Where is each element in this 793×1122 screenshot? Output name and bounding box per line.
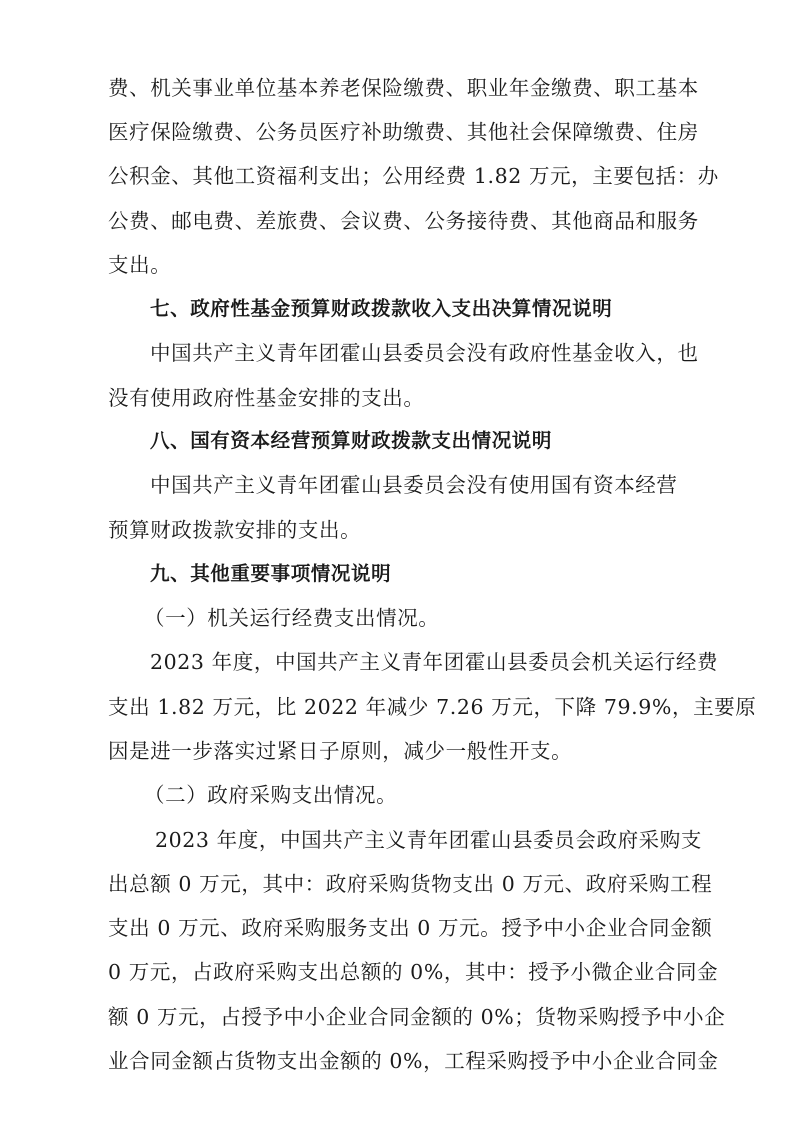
body-text-line: 支出 1.82 万元，比 2022 年减少 7.26 万元，下降 79.9%，主要原 bbox=[108, 695, 757, 719]
body-text-line: 支出。 bbox=[108, 253, 172, 277]
body-text-line: 中国共产主义青年团霍山县委员会没有使用国有资本经营 bbox=[150, 473, 678, 497]
section-heading: 九、其他重要事项情况说明 bbox=[150, 562, 392, 585]
body-text-line: 中国共产主义青年团霍山县委员会没有政府性基金收入，也 bbox=[150, 341, 699, 365]
body-text-line: 没有使用政府性基金安排的支出。 bbox=[108, 386, 425, 410]
body-text-line: 公积金、其他工资福利支出；公用经费 1.82 万元，主要包括：办 bbox=[108, 164, 719, 188]
body-text-line: 0 万元，占政府采购支出总额的 0%，其中：授予小微企业合同金 bbox=[108, 960, 719, 984]
body-text-line: 费、机关事业单位基本养老保险缴费、职业年金缴费、职工基本 bbox=[108, 76, 699, 100]
body-text-line: 2023 年度，中国共产主义青年团霍山县委员会机关运行经费 bbox=[150, 650, 719, 674]
body-text-line: 预算财政拨款安排的支出。 bbox=[108, 518, 362, 542]
body-text-line: 公费、邮电费、差旅费、会议费、公务接待费、其他商品和服务 bbox=[108, 209, 699, 233]
body-text-line: 额 0 万元，占授予中小企业合同金额的 0%；货物采购授予中小企 bbox=[108, 1005, 726, 1029]
subsection-heading: （二）政府采购支出情况。 bbox=[144, 783, 398, 807]
body-text-line: 2023 年度，中国共产主义青年团霍山县委员会政府采购支 bbox=[155, 828, 702, 852]
body-text-line: 医疗保险缴费、公务员医疗补助缴费、其他社会保障缴费、住房 bbox=[108, 120, 699, 144]
body-text-line: 因是进一步落实过紧日子原则，减少一般性开支。 bbox=[108, 739, 573, 763]
body-text-line: 出总额 0 万元，其中：政府采购货物支出 0 万元、政府采购工程 bbox=[108, 872, 713, 896]
body-text-line: 支出 0 万元、政府采购服务支出 0 万元。授予中小企业合同金额 bbox=[108, 916, 713, 940]
subsection-heading: （一）机关运行经费支出情况。 bbox=[144, 606, 440, 630]
section-heading: 八、国有资本经营预算财政拨款支出情况说明 bbox=[150, 429, 553, 452]
body-text-line: 业合同金额占货物支出金额的 0%，工程采购授予中小企业合同金 bbox=[108, 1049, 719, 1073]
section-heading: 七、政府性基金预算财政拨款收入支出决算情况说明 bbox=[150, 297, 613, 320]
